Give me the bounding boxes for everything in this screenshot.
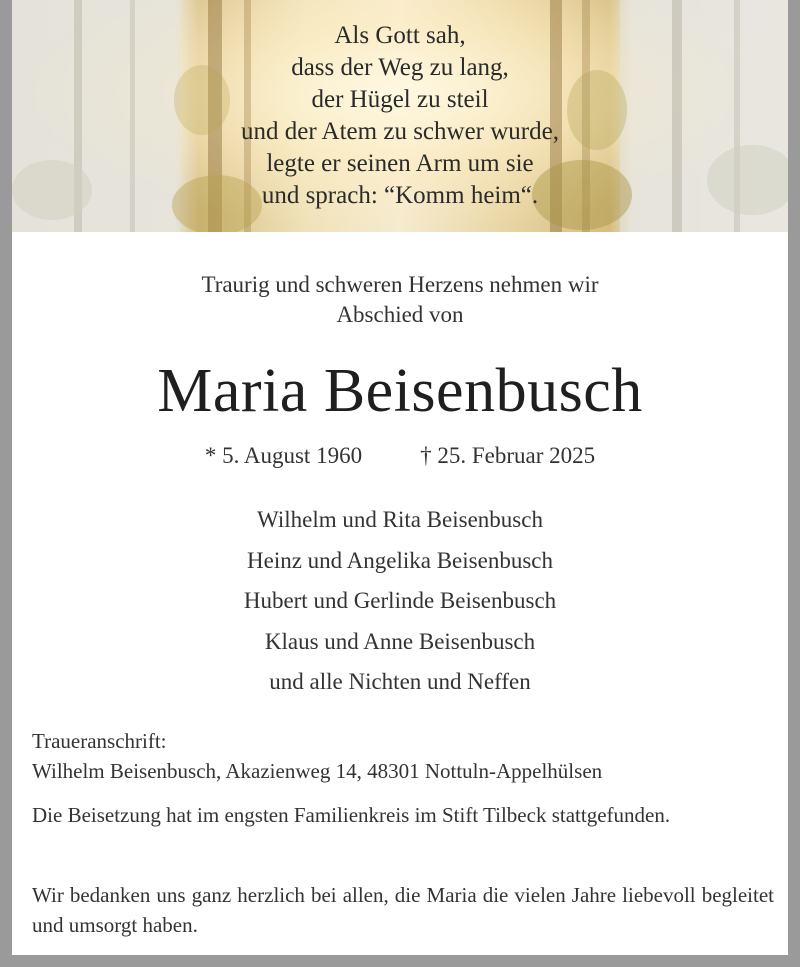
poem-line: legte er seinen Arm um sie xyxy=(266,150,534,177)
forest-photo-banner xyxy=(12,0,788,232)
thanks-note: Wir bedanken uns ganz herzlich bei allen, die Maria die vielen Jahre liebevoll begleitet und umsorgt haben. xyxy=(32,883,774,937)
poem-verse xyxy=(12,20,788,212)
mourner-entry: Heinz und Angelika Beisenbusch xyxy=(247,547,553,573)
mourner-entry: Wilhelm und Rita Beisenbusch xyxy=(257,507,543,532)
poem-line: Als Gott sah, xyxy=(334,22,466,49)
mourner-entry: und alle Nichten und Neffen xyxy=(269,669,531,694)
poem-line: dass der Weg zu lang, xyxy=(291,54,509,81)
birth-date: * 5. August 1960 xyxy=(204,443,363,468)
address-label: Traueranschrift: xyxy=(32,729,167,753)
intro-text xyxy=(12,270,788,330)
poem-line: und sprach: “Komm heim“. xyxy=(261,182,539,209)
mourner-entry: Hubert und Gerlinde Beisenbusch xyxy=(243,588,557,613)
mourning-address xyxy=(32,726,774,786)
mourner-entry: Klaus und Anne Beisenbusch xyxy=(264,628,536,654)
burial-note: Die Beisetzung hat im engsten Familienkreis im Stift Tilbeck stattgefunden. xyxy=(32,803,671,827)
death-date: † 25. Februar 2025 xyxy=(420,443,596,468)
life-dates xyxy=(12,441,788,471)
deceased-name: Maria Beisenbusch xyxy=(157,357,643,425)
poem-line: der Hügel zu steil xyxy=(311,86,489,113)
address-line: Wilhelm Beisenbusch, Akazienweg 14, 48301 Nottuln-Appelhülsen xyxy=(32,759,603,783)
mourners-list xyxy=(12,500,788,703)
poem-line: und der Atem zu schwer wurde, xyxy=(241,118,559,145)
intro-line-1: Traurig und schweren Herzens nehmen wir xyxy=(201,272,599,297)
intro-line-2: Abschied von xyxy=(336,302,464,327)
